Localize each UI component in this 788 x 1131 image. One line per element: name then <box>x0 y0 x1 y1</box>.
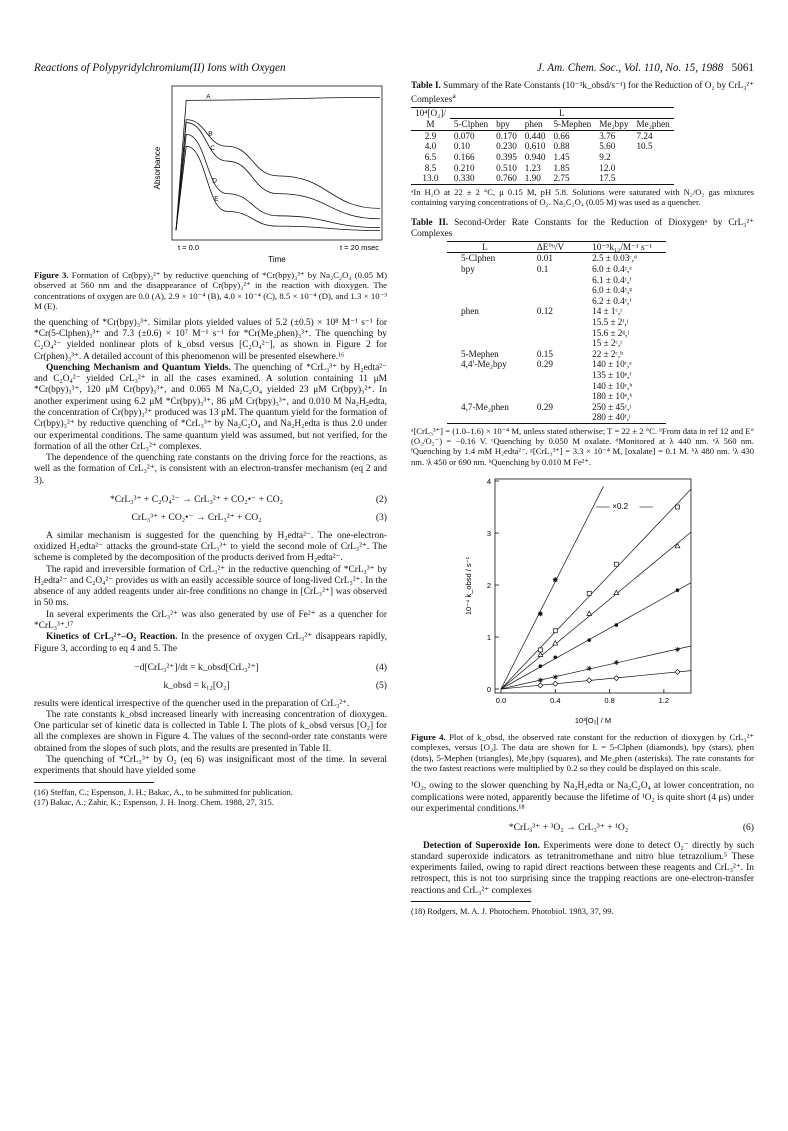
figure-3-ylabel: Absorbance <box>153 146 162 190</box>
figure-4-y-tick-label: 1 <box>486 632 491 642</box>
footnote-rule <box>34 782 154 783</box>
paragraph: ¹O₂, owing to the slower quenching by Na₂H₂edta or Na₂C₂O₄ at lower concentration, no complications were noted, apparently because the lifetime of ¹O₂ is quite short (4 μs) under our experimental conditions.¹⁸ <box>411 781 754 814</box>
table-cell <box>447 328 523 339</box>
equation-4 <box>34 662 387 673</box>
table-row <box>411 130 674 141</box>
table-cell <box>523 338 578 349</box>
table-row <box>447 275 666 286</box>
table-group-header: L <box>450 107 674 119</box>
paragraph-text: The quenching of *CrL₃³⁺ by H₂edta²⁻ and C₂O₄²⁻ yielded CrL₃²⁺ in all the cases examined. A solution containing 11 μM *Cr(bpy)₃³⁺, 120 μM Cr(bpy)₃³⁺, and 0.065 M Na₂C₂O₄ yielded 23 μM Cr(bpy)₃²⁺. In another experiment using 6.2 μM *Cr(bpy)₃³⁺, 86 μM Cr(bpy)₃³⁺, and 0.010 M Na₂H₂edta, the concentration of Cr(bpy)₃²⁺ produced was 13 μM. The quantum yield for the formation of Cr(bpy)₃²⁺ by reductive quenching of *CrL₃³⁺ by Na₂C₂O₄ and Na₂H₂edta is thus 2.0 under our experimental conditions. The same quantum yield was assumed, but not verified, for the formation of all the other CrL₃²⁺ complexes. <box>34 362 387 452</box>
table-row <box>447 328 666 339</box>
footnote-18: (18) Rodgers, M. A. J. Photochem. Photobiol. 1983, 37, 99. <box>411 906 614 917</box>
table-1-caption <box>411 80 754 105</box>
table-cell <box>447 317 523 328</box>
table-cell: 6.2 ± 0.4ᶜ,ᶠ <box>592 295 632 306</box>
table-cell: 140 ± 10ᶜ,ᵉ <box>592 359 632 370</box>
figure-3-caption-label: Figure 3. <box>34 270 69 280</box>
table-row <box>411 141 674 152</box>
table-2-caption <box>411 217 754 239</box>
page-number: 5061 <box>731 62 754 74</box>
figure-4-point-diamond <box>614 675 619 680</box>
paragraph <box>34 632 387 655</box>
figure-3-curve-label: D <box>212 177 217 185</box>
table-row <box>411 152 674 163</box>
figure-3-caption-text: Formation of Cr(bpy)₃²⁺ by reductive quenching of *Cr(bpy)₃³⁺ by Na₂C₂O₄ (0.05 M) observed at 560 nm and the disappearance of Cr(bpy)₃²⁺ in the reaction with dioxygen. The concentrations of oxygen are 0.0 (A), 2.9 × 10⁻⁴ (B), 4.0 × 10⁻⁴ (C), 8.5 × 10⁻⁴ (D), and 1.3 × 10⁻³ M (E). <box>34 270 387 312</box>
figure-4-fit-line <box>501 582 691 688</box>
equation-body: *CrL₃³⁺ + C₂O₄²⁻ → CrL₃²⁺ + CO₂•⁻ + CO₂ <box>109 494 283 506</box>
paragraph: A similar mechanism is suggested for the quenching by H₂edta²⁻. The one-electron-oxidized H₂edta²⁻ attacks the ground-state CrL₃³⁺ to yield the second mole of CrL₃²⁺. The scheme is completed by the decomposition of the products derived from H₂edta²⁻. <box>34 530 387 564</box>
figure-3-xlabel: Time <box>268 255 286 264</box>
figure-3-curve-B <box>176 120 380 231</box>
figure-4-point-triangle <box>587 611 592 615</box>
table-cell: 0.88 <box>553 141 570 152</box>
figure-4-point-diamond <box>675 669 680 674</box>
table-cell: 0.29 <box>536 401 553 412</box>
table-cell: 0.01 <box>536 253 553 264</box>
table-2-caption-text: Second-Order Rate Constants for the Reduction of Dioxygenᵃ by CrL₃²⁺ Complexes <box>411 217 754 239</box>
figure-4-point-diamond <box>587 678 592 683</box>
paragraph: the quenching of *Cr(bpy)₃³⁺. Similar plots yielded values of 5.2 (±0.5) × 10⁸ M⁻¹ s⁻¹ for *Cr(5-Clphen)₃³⁺ and 7.3 (±0.6) × 10⁷ M⁻¹ s⁻¹ for *Cr(Me₂phen)₃³⁺. The quenching by C₂O₄²⁻ yielded nonlinear plots of k_obsd versus [C₂O₄²⁻], as shown in Figure 2 for Cr(phen)₃³⁺. A detailed account of this phenomenon will be presented elsewhere.¹⁶ <box>34 317 387 362</box>
table-cell: 9.2 <box>599 152 611 163</box>
table-row <box>447 370 666 381</box>
table-cell <box>632 173 673 184</box>
table-cell: 0.1 <box>536 264 549 274</box>
table-cell <box>447 275 523 286</box>
figure-4-y-tick-label: 2 <box>486 580 491 590</box>
table-1 <box>411 107 674 185</box>
table-cell <box>523 275 578 286</box>
section-heading: Quenching Mechanism and Quantum Yields. <box>46 362 231 373</box>
figure-4 <box>411 467 754 732</box>
table-row-header: 10⁴[O₂]/ <box>415 107 446 118</box>
table-cell: 5-Mephen <box>461 348 499 359</box>
equation-body: k_obsd = k₁₂[O₂] <box>163 680 230 692</box>
figure-4-point-square <box>587 591 591 595</box>
table-column-header: ΔE°ᵇ/V <box>536 241 565 252</box>
figure-4-fit-line <box>501 486 604 689</box>
table-cell: 0.15 <box>536 348 553 359</box>
table-cell: 180 ± 10ᵉ,ᵏ <box>592 391 633 402</box>
table-1-caption-sup: a <box>452 90 456 100</box>
table-column-header: bpy <box>496 119 510 130</box>
table-row <box>447 338 666 349</box>
paragraph <box>411 841 754 897</box>
table-cell: 0.510 <box>496 162 517 173</box>
table-2-label: Table II. <box>411 217 449 228</box>
table-column-header: L <box>482 241 488 252</box>
table-cell <box>523 412 578 423</box>
table-cell: 5.60 <box>599 141 616 152</box>
table-cell: 6.1 ± 0.4ᶜ,ᶠ <box>592 274 632 285</box>
table-cell <box>447 285 523 296</box>
table-row <box>447 285 666 296</box>
paragraph: In several experiments the CrL₃²⁺ was also generated by use of Fe²⁺ as a quencher for *CrL₃³⁺.¹⁷ <box>34 609 387 632</box>
figure-4-point-dot <box>553 655 557 659</box>
table-cell: 3.76 <box>599 130 616 141</box>
equation-3 <box>34 512 387 523</box>
equation-2 <box>34 494 387 505</box>
table-row <box>447 381 666 392</box>
equation-body: *CrL₃³⁺ + ³O₂ → CrL₃³⁺ + ¹O₂ <box>508 822 629 834</box>
table-cell <box>447 391 523 402</box>
table-cell: 250 ± 45ᶜ,ʲ <box>592 401 631 412</box>
table-row <box>447 359 666 370</box>
figure-3-caption <box>34 270 387 312</box>
figure-3-x-start: t = 0.0 <box>178 243 200 252</box>
table-header-row <box>411 107 674 119</box>
table-cell: 0.330 <box>453 173 475 184</box>
figure-4-point-asterisk <box>538 611 543 616</box>
figure-4-point-dot <box>615 623 619 627</box>
table-column-header: Me₂bpy <box>599 119 629 130</box>
table-cell <box>523 381 578 392</box>
table-cell: phen <box>461 306 479 317</box>
paragraph: The rapid and irreversible formation of CrL₃²⁺ in the reductive quenching of *CrL₃³⁺ by H₂edta²⁻ and C₂O₄²⁻ provides us with an easily accessible source of long-lived CrL₃²⁺. In the absence of any added reagents under air-free conditions no change in [CrL₃²⁺] was observed in 50 ms. <box>34 564 387 609</box>
table-cell: bpy <box>461 264 475 274</box>
equation-body: −d[CrL₃²⁺]/dt = k_obsd[CrL₃²⁺] <box>134 661 259 673</box>
table-column-header: 5-Mephen <box>553 119 592 130</box>
paragraph <box>34 363 387 453</box>
table-column-header: 10⁻⁵k₁₂/M⁻¹ s⁻¹ <box>592 241 653 252</box>
table-cell: 1.85 <box>553 162 570 173</box>
figure-4-x-tick-label: 0.4 <box>550 695 561 705</box>
table-row <box>447 349 666 360</box>
table-cell: 0.230 <box>496 141 517 152</box>
paragraph-text: Experiments were done to detect O₂⁻ directly by such standard superoxide indicators as tetranitromethane and nitro blue tetrazolium.⁵ These experiments failed, owing to rapid direct reactions between these reagents and CrL₃²⁺. In retrospect, this is not too surprising since the trapping reactions are one-electron-transfer reactions and CrL₃²⁺ complexes <box>411 840 755 896</box>
table-cell: 15.5 ± 2ᶠ,ʲ <box>592 316 629 327</box>
journal-citation <box>537 62 754 74</box>
table-cell: 14 ± 1ᶜ,ʲ <box>592 306 622 317</box>
table-row <box>411 173 674 184</box>
figure-4-point-star <box>538 677 543 682</box>
table-row <box>447 306 666 317</box>
figure-4-point-triangle <box>538 652 543 656</box>
figure-4-y-tick-label: 4 <box>486 476 491 486</box>
table-cell: 15 ± 2ᶜ,ʲ <box>592 338 622 349</box>
paragraph: The dependence of the quenching rate constants on the driving force for the reactions, as well as the formation of CrL₃²⁺, is consistent with an electron-transfer mechanism (eq 2 and 3). <box>34 453 387 486</box>
equation-number: (3) <box>375 512 387 524</box>
figure-3-x-end: t = 20 msec <box>340 243 379 252</box>
table-cell: 10.5 <box>636 141 653 152</box>
table-cell: 0.210 <box>453 162 475 173</box>
figure-4-annotation: ×0.2 <box>612 501 629 511</box>
equation-number: (6) <box>742 822 754 834</box>
footnote-rule <box>411 901 531 902</box>
table-header-row <box>447 241 666 253</box>
section-heading: Kinetics of CrL₃²⁺–O₂ Reaction. <box>46 632 178 643</box>
table-cell <box>447 338 523 349</box>
equation-6 <box>411 822 754 833</box>
table-column-header: phen <box>524 119 543 130</box>
figure-4-point-dot <box>587 638 591 642</box>
figure-4-caption-label: Figure 4. <box>411 731 446 742</box>
running-title: Reactions of Polypyridylchromium(II) Ions with Oxygen <box>34 62 286 74</box>
table-cell: 0.440 <box>524 130 546 141</box>
figure-3-curve-label: B <box>208 130 213 138</box>
table-cell: 1.90 <box>524 173 541 184</box>
figure-3-curve-label: A <box>206 93 211 101</box>
paragraph: The quenching of *CrL₃³⁺ by O₂ (eq 6) was insignificant most of the time. In several experiments that should have yielded some <box>34 755 387 777</box>
equation-5 <box>34 680 387 691</box>
table-cell <box>523 296 578 307</box>
figure-3-frame <box>172 86 382 240</box>
table-cell: 0.10 <box>453 141 470 152</box>
paragraph: The rate constants k_obsd increased linearly with increasing concentration of dioxygen. One particular set of kinetic data is collected in Table I. The plots of k_obsd versus [O₂] for all the complexes are shown in Figure 4. The values of the second-order rate constants were obtained from the slopes of such plots, and the results are presented in Table II. <box>34 709 387 754</box>
table-cell: 6.0 ± 0.4ᶜ,ᵍ <box>592 285 633 296</box>
section-heading: Detection of Superoxide Ion. <box>423 840 540 851</box>
table-row <box>447 391 666 402</box>
figure-4-point-star <box>587 666 592 671</box>
table-1-footnote: ᵃIn H₂O at 22 ± 2 °C, μ 0.15 M, pH 5.8. Solutions were saturated with N₂/O₂ gas mixtures containing varying concentrations of O₂. Na₂C₂O₄ (0.05 M) was used as a quencher. <box>411 186 754 208</box>
table-row <box>447 317 666 328</box>
table-cell: 2.75 <box>553 173 570 184</box>
equation-number: (4) <box>375 661 387 673</box>
figure-4-point-dot <box>539 664 543 668</box>
figure-3-plot <box>34 80 387 270</box>
table-cell: 6.0 ± 0.4ᶜ,ᵉ <box>592 264 632 274</box>
figure-3-curve-E <box>176 146 380 230</box>
table-cell: 0.170 <box>496 130 517 141</box>
table-row <box>447 264 666 275</box>
table-cell: 0.070 <box>453 130 475 141</box>
table-cell: 12.0 <box>599 162 616 173</box>
figure-3-curve-label: E <box>214 195 219 203</box>
figure-3-curve-label: C <box>210 145 215 153</box>
table-row-header-unit: M <box>426 119 435 129</box>
figure-4-plot <box>411 467 754 732</box>
figure-4-point-square <box>538 648 542 652</box>
table-cell: 7.24 <box>636 130 653 141</box>
figure-4-point-star <box>675 647 680 652</box>
table-cell <box>447 381 523 392</box>
table-column-header: 5-Clphen <box>453 119 489 130</box>
table-cell <box>523 317 578 328</box>
table-row <box>447 412 666 423</box>
table-row <box>411 163 674 174</box>
table-cell: 0.760 <box>496 173 517 184</box>
table-cell <box>523 370 578 381</box>
figure-4-ylabel: 10⁻⁴ k_obsd / s⁻¹ <box>464 556 473 615</box>
footnote-16: (16) Steffan, C.; Espenson, J. H.; Bakac, A., to be submitted for publication. <box>34 786 293 797</box>
table-cell: 22 ± 2ᶜ,ʰ <box>592 348 624 359</box>
table-1-caption-text: Summary of the Rate Constants (10⁻³k_obsd/s⁻¹) for the Reduction of O₂ by CrL₃²⁺ Complexes <box>411 80 755 104</box>
table-cell <box>447 296 523 307</box>
left-column <box>34 80 387 807</box>
figure-3 <box>34 80 387 270</box>
figure-3-curve-D <box>176 134 380 230</box>
right-column <box>411 80 754 916</box>
figure-4-point-star <box>553 674 558 679</box>
table-cell: 15.6 ± 2ᵍ,ʲ <box>592 327 629 338</box>
figure-4-point-diamond <box>553 681 558 686</box>
figure-4-point-diamond <box>538 683 543 688</box>
figure-4-x-tick-label: 0.0 <box>495 695 507 705</box>
table-cell: 1.23 <box>524 162 541 173</box>
figure-4-fit-line <box>501 489 691 689</box>
table-row <box>447 402 666 413</box>
figure-3-curve-C <box>176 123 380 231</box>
table-cell: 0.66 <box>553 130 570 141</box>
figure-4-xlabel: 10³[O₂] / M <box>574 715 612 725</box>
table-cell: 4,7-Me₂phen <box>461 401 509 412</box>
table-cell: 0.12 <box>536 306 553 317</box>
table-cell <box>447 412 523 423</box>
equation-number: (5) <box>375 680 387 692</box>
table-cell: 1.45 <box>553 152 570 163</box>
figure-4-point-square <box>675 505 679 509</box>
table-2-footnote: ᵃ[CrL₃³⁺] = (1.0–1.6) × 10⁻⁴ M, unless stated otherwise; T = 22 ± 2 °C. ᵇFrom data in ref 12 and E°(O₂/O₂⁻) = −0.16 V. ᶜQuenching by 0.050 M oxalate. ᵈMonitored at λ 440 nm. ᵉλ 560 nm. ᶠQuenching by 1.4 mM H₂edta²⁻. ᵍ[CrL₃³⁺] = 3.3 × 10⁻⁴ M, [oxalate] = 0.1 M. ʰλ 480 nm. ⁱλ 430 nm. ʲλ 450 or 690 nm. ᵏQuenching by 0.010 M Fe²⁺. <box>411 425 754 467</box>
table-cell: 135 ± 10ᵉ,ᶠ <box>592 369 632 380</box>
figure-4-x-tick-label: 1.2 <box>658 695 670 705</box>
table-row <box>447 296 666 307</box>
table-cell: 8.5 <box>424 162 437 173</box>
table-cell <box>523 285 578 296</box>
figure-4-point-asterisk <box>553 577 558 582</box>
table-column-header: Me₂phen <box>636 119 670 130</box>
figure-4-y-tick-label: 3 <box>486 528 491 538</box>
figure-4-point-square <box>553 628 557 632</box>
figure-4-frame <box>495 479 691 693</box>
equation-body: CrL₃³⁺ + CO₂•⁻ → CrL₃²⁺ + CO₂ <box>131 512 262 524</box>
figure-4-caption <box>411 732 754 774</box>
figure-4-fit-line <box>501 646 691 689</box>
table-row <box>447 253 666 264</box>
table-cell <box>523 328 578 339</box>
figure-4-point-star <box>614 660 619 665</box>
figure-4-x-tick-label: 0.8 <box>604 695 615 705</box>
table-cell: 0.29 <box>536 359 553 370</box>
table-cell <box>523 391 578 402</box>
table-cell: 2.9 <box>424 130 437 141</box>
table-cell: 5-Clphen <box>461 253 496 264</box>
table-header-row <box>411 119 674 131</box>
journal-name: J. Am. Chem. Soc., Vol. 110, No. 15, 1988 <box>536 62 724 74</box>
equation-number: (2) <box>375 494 387 506</box>
table-cell: 4.0 <box>424 141 437 152</box>
figure-4-point-square <box>614 562 618 566</box>
table-1-label: Table I. <box>411 80 441 90</box>
table-cell: 13.0 <box>422 173 439 184</box>
table-cell: 280 ± 40ᶠ,ʲ <box>592 412 631 423</box>
table-cell: 2.5 ± 0.03ᶜ,ᵈ <box>592 253 637 264</box>
table-cell: 0.166 <box>453 152 475 163</box>
table-cell: 4,4′-Me₂bpy <box>461 359 507 370</box>
footnote-17: (17) Bakac, A.; Zahir, K.; Espenson, J. H. Inorg. Chem. 1988, 27, 315. <box>34 796 274 807</box>
figure-4-y-tick-label: 0 <box>486 684 491 694</box>
table-cell: 0.395 <box>496 152 517 163</box>
figure-4-point-triangle <box>675 543 680 547</box>
table-cell: 17.5 <box>599 173 616 184</box>
table-cell: 140 ± 10ᶜ,ʰ <box>592 380 633 391</box>
table-cell: 6.5 <box>424 152 437 163</box>
figure-4-point-dot <box>676 588 680 592</box>
paragraph: results were identical irrespective of the quencher used in the preparation of CrL₃²⁺. <box>34 698 350 709</box>
table-cell <box>632 152 673 163</box>
figure-4-fit-line <box>501 532 691 689</box>
paragraph-text: In the presence of oxygen CrL₃²⁺ disappears rapidly, Figure 3, according to eq 4 and 5. The <box>34 632 387 654</box>
table-cell <box>632 163 673 174</box>
table-2 <box>447 241 666 424</box>
table-cell: 0.940 <box>524 152 546 163</box>
table-cell <box>447 370 523 381</box>
figure-4-caption-text: Plot of k_obsd, the observed rate constant for the reduction of dioxygen by CrL₃²⁺ complexes, versus [O₂]. The data are shown for L = 5-Clphen (diamonds), bpy (stars), phen (dots), 5-Mephen (triangles), Me₂bpy (squares), and Me₂phen (asterisks). The rate constants for the two fastest reactions were multiplied by 0.2 so they could be displayed on this scale. <box>411 731 754 773</box>
table-cell: 0.610 <box>524 141 546 152</box>
